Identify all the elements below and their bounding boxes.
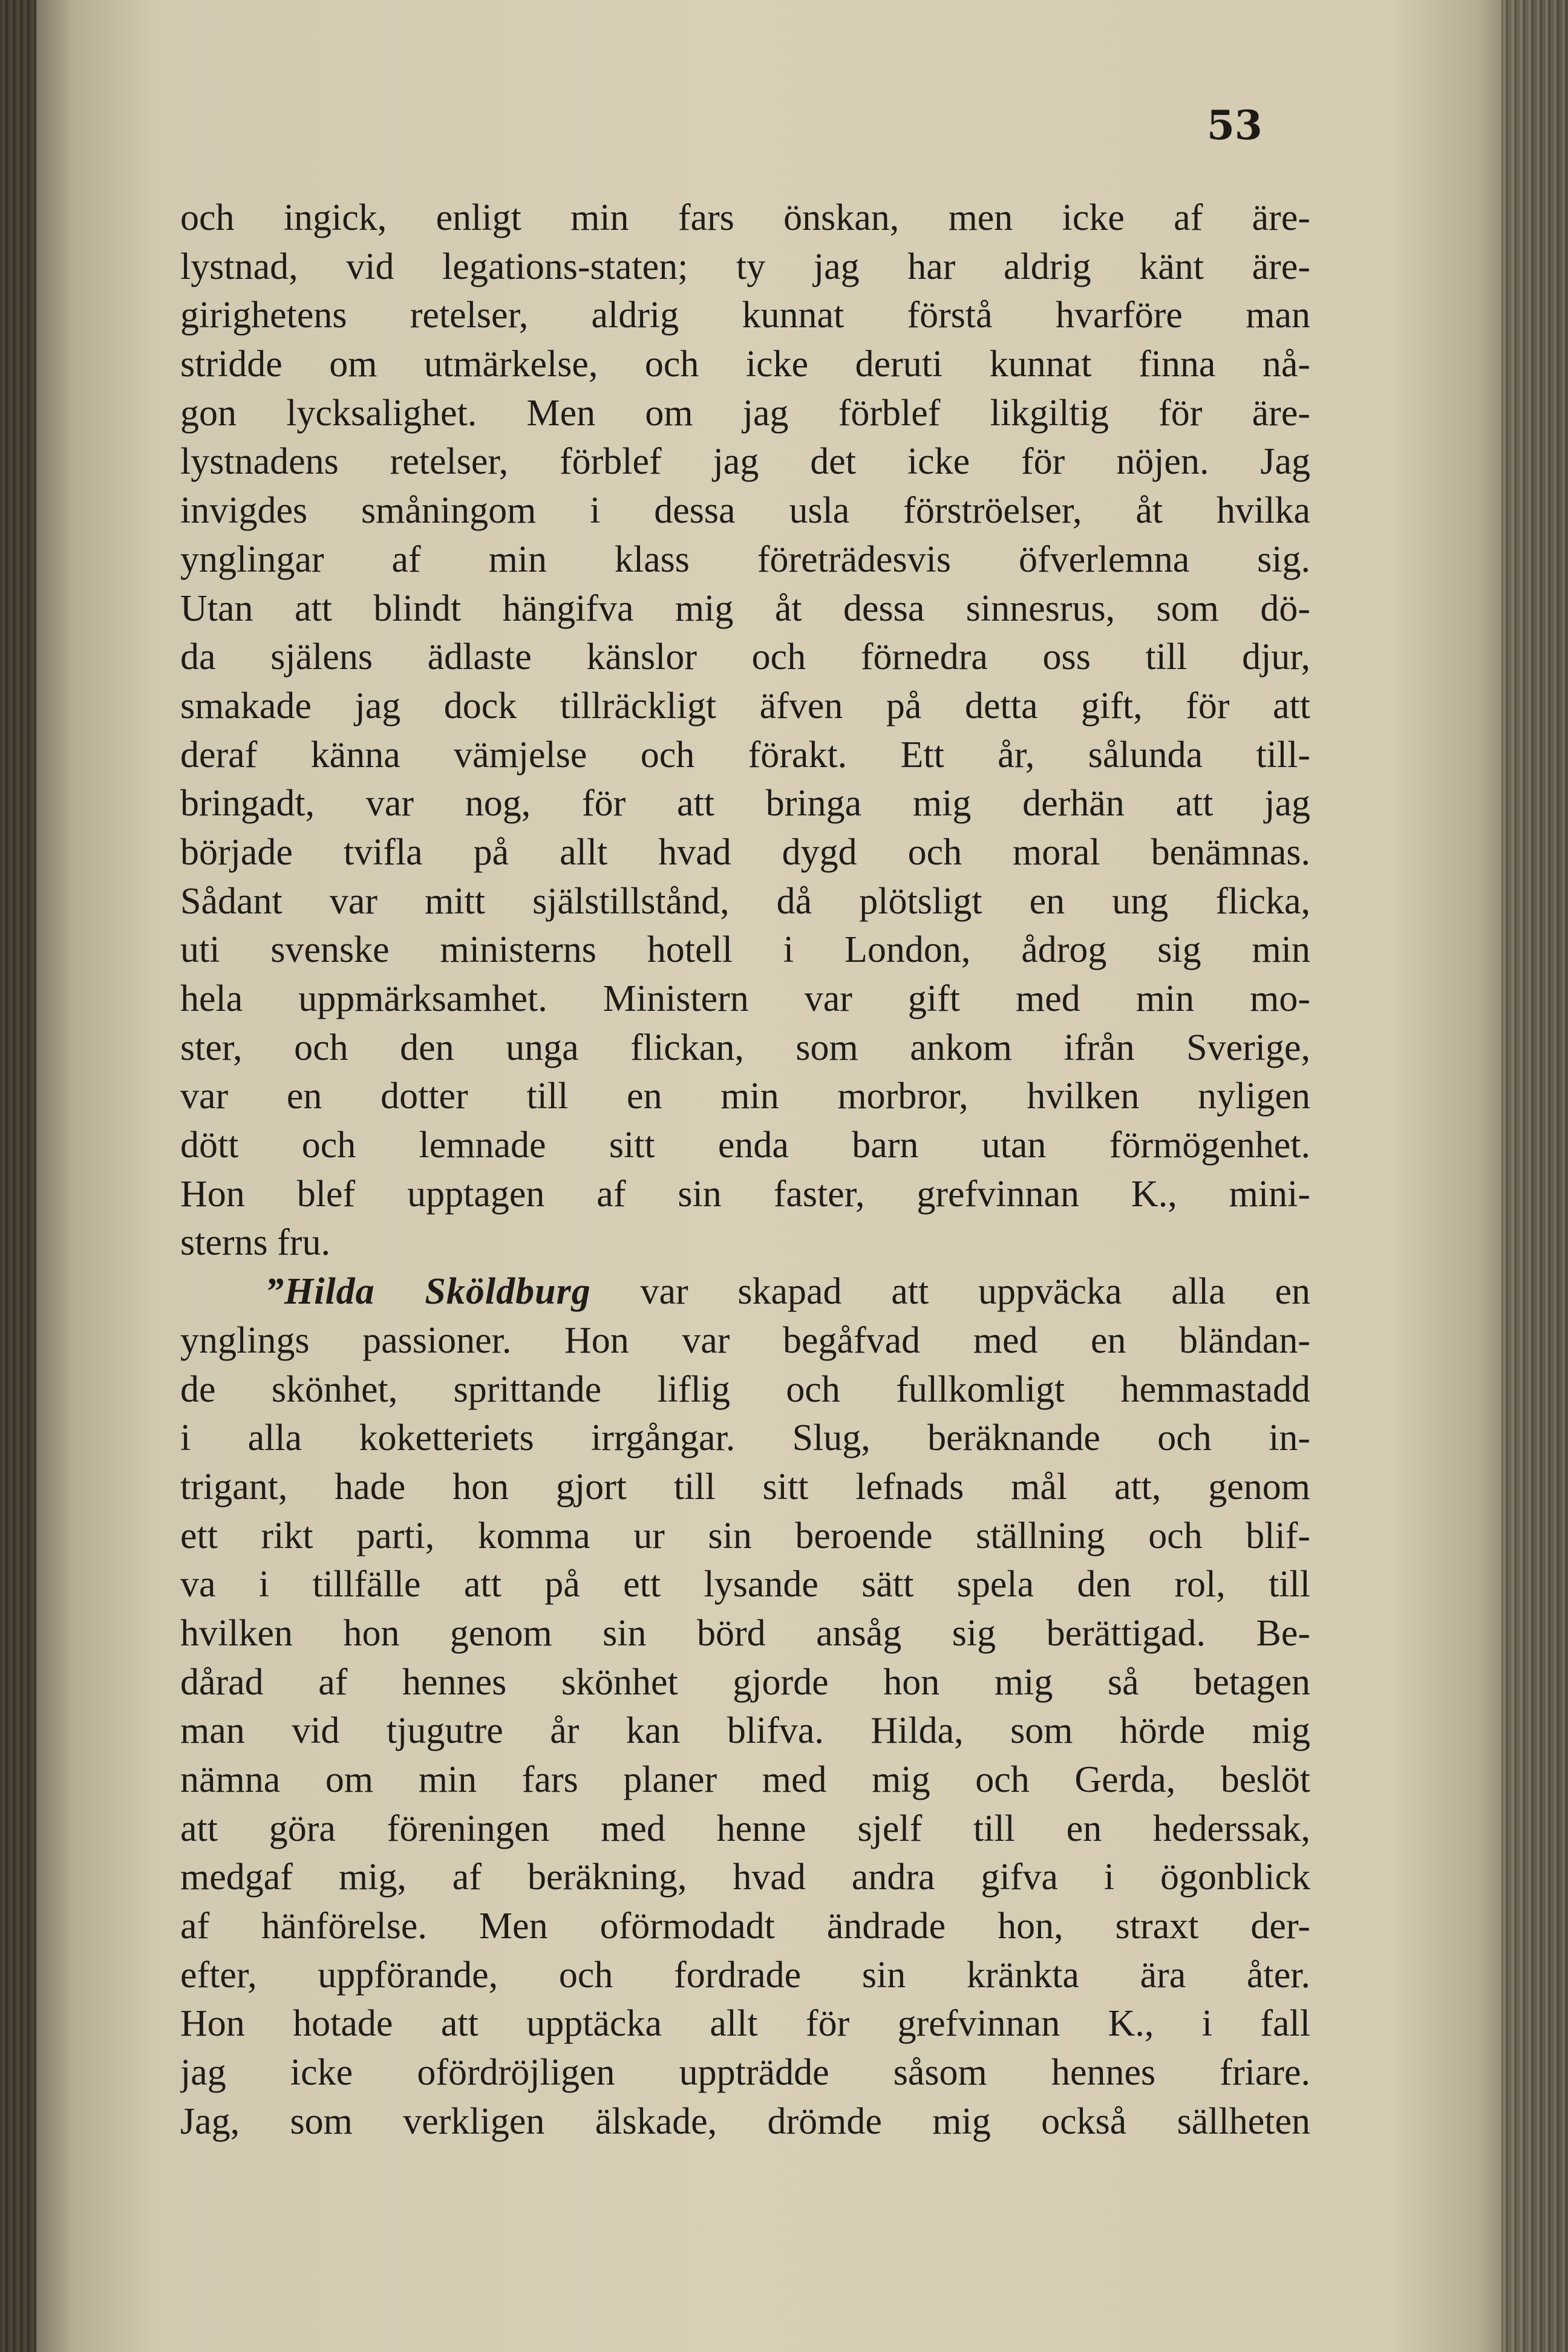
text-line: girighetens retelser, aldrig kunnat förstå hvarföre man [180,295,1310,336]
text-line: Hon hotade att upptäcka allt för grefvinnan K., i fall [180,2003,1310,2045]
italic-name: ”Hilda Sköldburg [265,1271,591,1313]
text-line: trigant, hade hon gjort till sitt lefnads mål att, genom [180,1466,1310,1508]
page-number: 53 [1207,102,1263,149]
text-line: smakade jag dock tillräckligt äfven på detta gift, för att [180,685,1310,727]
text-line: i alla koketteriets irrgångar. Slug, beräknande och in- [180,1417,1310,1459]
text-line: nämna om min fars planer med mig och Gerda, beslöt [180,1759,1310,1800]
text-line: Jag, som verkligen älskade, drömde mig också sällheten [180,2100,1310,2142]
text-line: uti svenske ministerns hotell i London, ådrog sig min [180,929,1310,971]
text-line: medgaf mig, af beräkning, hvad andra gifva i ögonblick [180,1857,1310,1898]
text-line: Sådant var mitt själstillstånd, då plötsligt en ung flicka, [180,880,1310,922]
text-line: invigdes småningom i dessa usla förströelser, åt hvilka [180,490,1310,532]
text-line: ynglings passioner. Hon var begåfvad med en bländan- [180,1319,1310,1361]
text-line: dött och lemnade sitt enda barn utan förmögenhet. [180,1125,1310,1166]
text-line: af hänförelse. Men oförmodadt ändrade hon, straxt der- [180,1906,1310,1947]
text-line: jag icke ofördröjligen uppträdde såsom hennes friare. [180,2052,1310,2094]
text-line: hvilken hon genom sin börd ansåg sig berättigad. Be- [180,1612,1310,1654]
text-line: ster, och den unga flickan, som ankom ifrån Sverige, [180,1027,1310,1068]
text-line-with-italic-name [180,1267,1310,1316]
text-line: deraf känna vämjelse och förakt. Ett år, sålunda till- [180,734,1310,776]
text-line: va i tillfälle att på ett lysande sätt spela den rol, till [180,1564,1310,1606]
page-fore-edge [1501,0,1568,2352]
text-line: man vid tjugutre år kan blifva. Hilda, som hörde mig [180,1710,1310,1752]
text-line: dårad af hennes skönhet gjorde hon mig så betagen [180,1661,1310,1703]
text-line: sterns fru. [180,1222,330,1264]
text-line: Utan att blindt hängifva mig åt dessa sinnesrus, som dö- [180,587,1310,629]
text-line: Hon blef upptagen af sin faster, grefvinnan K., mini- [180,1173,1310,1215]
text-line: ett rikt parti, komma ur sin beroende ställning och blif- [180,1515,1310,1557]
text-line: lystnadens retelser, förblef jag det icke för nöjen. Jag [180,441,1310,483]
text-line: da själens ädlaste känslor och förnedra oss till djur, [180,636,1310,678]
body-text [180,194,1310,2146]
text-line-rest: var skapad att uppväcka alla en [640,1271,1310,1313]
book-gutter [0,0,36,2352]
text-line: och ingick, enligt min fars önskan, men icke af äre- [180,197,1310,238]
text-line: att göra föreningen med henne sjelf till en hederssak, [180,1808,1310,1849]
text-line: gon lycksalighet. Men om jag förblef likgiltig för äre- [180,392,1310,434]
text-line: lystnad, vid legations-staten; ty jag har aldrig känt äre- [180,246,1310,287]
text-line: började tvifla på allt hvad dygd och moral benämnas. [180,831,1310,873]
text-line: de skönhet, sprittande liflig och fullkomligt hemmastadd [180,1368,1310,1410]
text-line: stridde om utmärkelse, och icke deruti kunnat finna nå- [180,344,1310,385]
text-line: efter, uppförande, och fordrade sin kränkta ära åter. [180,1954,1310,1996]
text-line: hela uppmärksamhet. Ministern var gift med min mo- [180,978,1310,1019]
text-line: var en dotter till en min morbror, hvilken nyligen [180,1076,1310,1117]
text-line: bringadt, var nog, för att bringa mig derhän att jag [180,783,1310,825]
text-line: ynglingar af min klass företrädesvis öfverlemna sig. [180,538,1310,580]
